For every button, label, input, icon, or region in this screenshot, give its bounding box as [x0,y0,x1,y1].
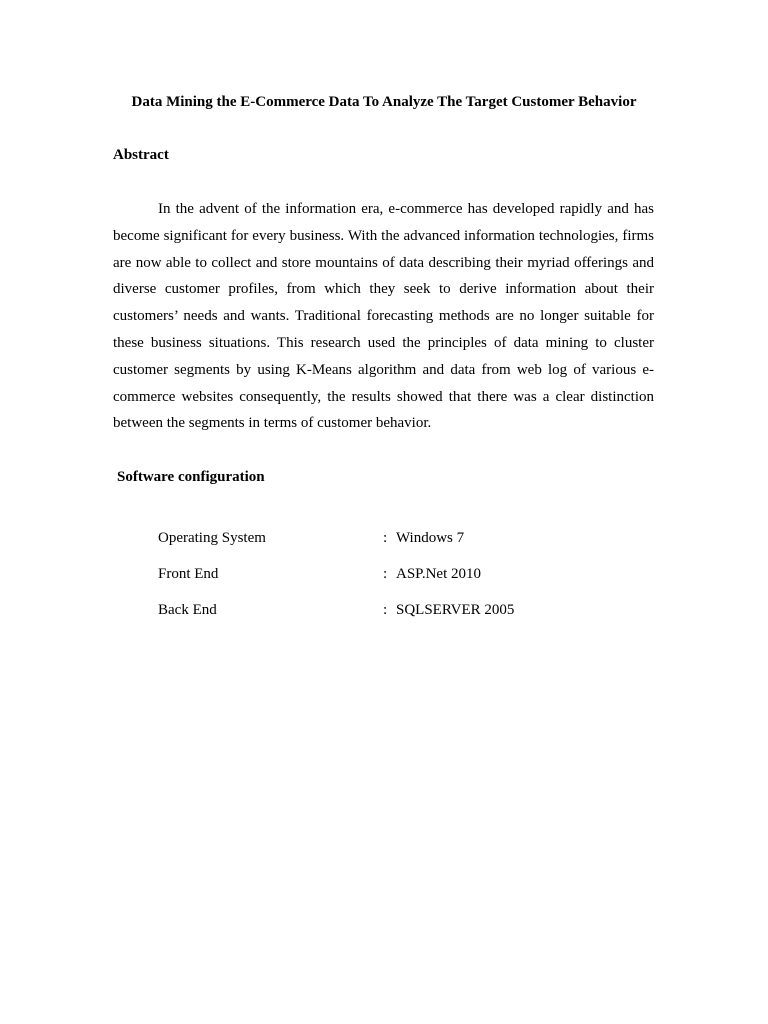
config-label: Back End [158,602,217,618]
document-title: Data Mining the E-Commerce Data To Analyze The Target Customer Behavior [131,94,637,110]
config-value: SQLSERVER 2005 [396,602,515,618]
config-separator: : [383,602,388,618]
config-label: Operating System [158,530,266,546]
config-separator: : [383,530,388,546]
software-configuration-heading: Software configuration [117,469,265,485]
config-row-back-end [158,600,578,636]
abstract-heading: Abstract [113,147,169,163]
abstract-paragraph: In the advent of the information era, e-commerce has developed rapidly and has become significant for every business. With the advanced information technologies, firms are now able to collect and store mountains of data describing their myriad offerings and diverse customer profiles, from which they seek to derive information about their customers’ needs and wants. Traditional forecasting methods are no longer suitable for these business situations. This research used the principles of data mining to cluster customer segments by using K-Means algorithm and data from web log of various e-commerce websites consequently, the results showed that there was a clear distinction between the segments in terms of customer behavior. [113,201,654,432]
config-value: Windows 7 [396,530,465,546]
config-row-front-end [158,564,578,600]
config-row-operating-system [158,528,578,564]
config-separator: : [383,566,388,582]
config-value: ASP.Net 2010 [396,566,482,582]
config-label: Front End [158,566,219,582]
software-configuration-table [158,528,578,636]
